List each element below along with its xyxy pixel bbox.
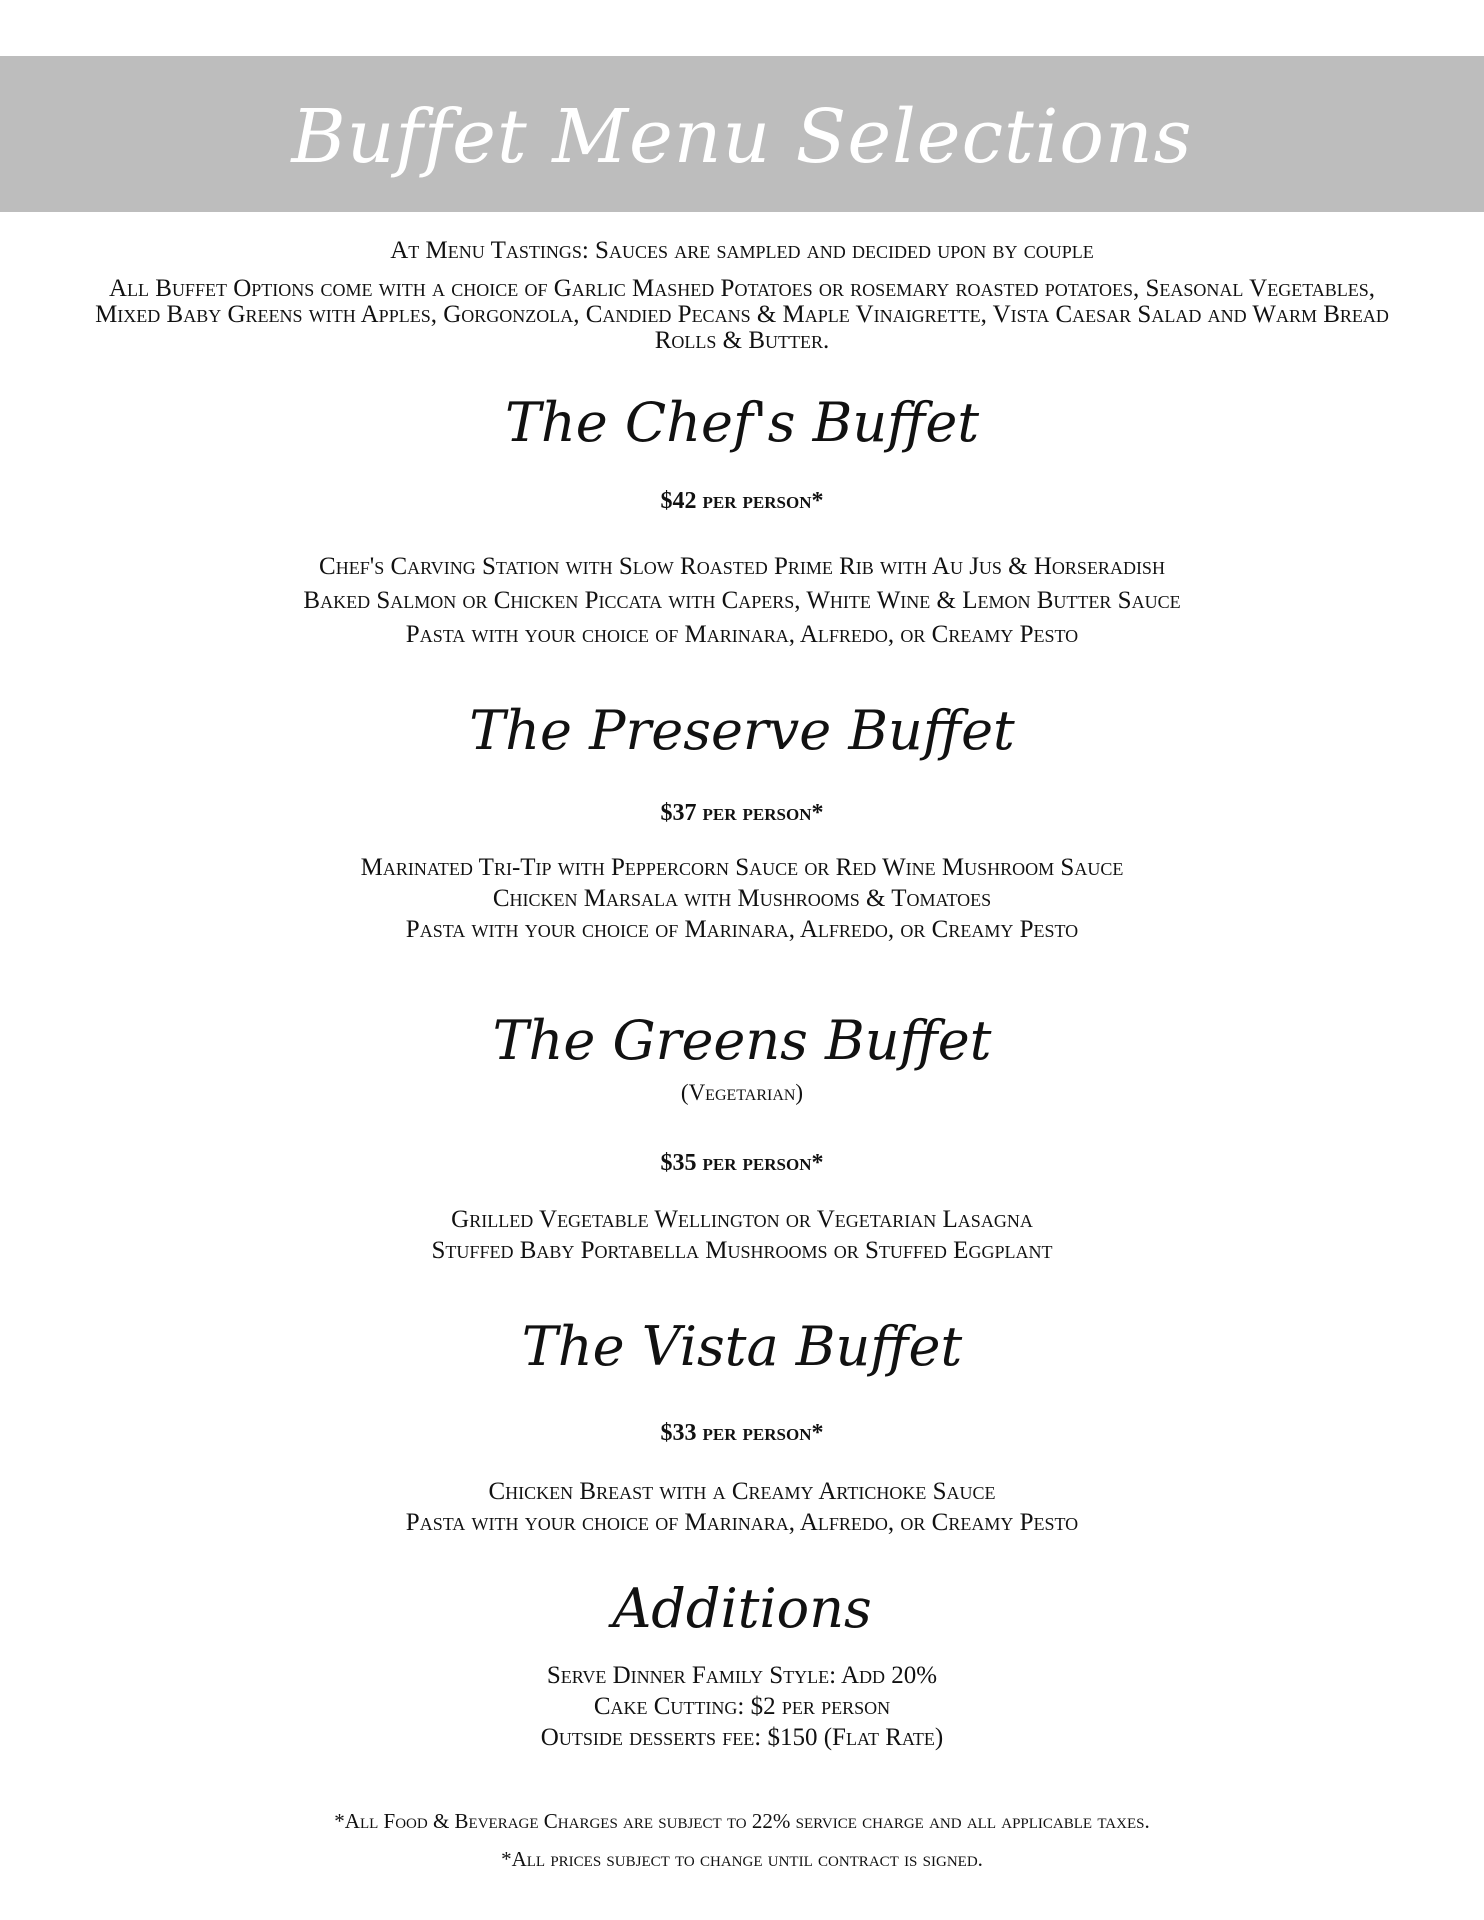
menu-item: Baked Salmon or Chicken Piccata with Capers, White Wine & Lemon Butter Sauce	[303, 587, 1181, 614]
addition-item: Serve Dinner Family Style: Add 20%	[546, 1662, 938, 1689]
vista-buffet-items	[0, 1476, 1484, 1538]
addition-item: Outside desserts fee: $150 (Flat Rate)	[540, 1724, 944, 1751]
vista-buffet-title: The Vista Buffet	[521, 1315, 963, 1378]
menu-item: Chicken Marsala with Mushrooms & Tomatoes	[492, 885, 992, 912]
preserve-buffet-price: $37 per person*	[660, 800, 824, 826]
menu-item: Pasta with your choice of Marinara, Alfredo, or Creamy Pesto	[405, 916, 1079, 943]
greens-buffet-items	[0, 1204, 1484, 1266]
chefs-buffet-items	[0, 550, 1484, 652]
additions-items	[0, 1660, 1484, 1753]
header-banner	[0, 56, 1484, 212]
menu-item: Pasta with your choice of Marinara, Alfredo, or Creamy Pesto	[405, 621, 1079, 648]
addition-item: Cake Cutting: $2 per person	[593, 1693, 891, 1720]
greens-buffet-title: The Greens Buffet	[492, 1009, 992, 1072]
chefs-buffet-title: The Chef's Buffet	[504, 391, 980, 454]
preserve-buffet-items	[0, 852, 1484, 945]
vista-buffet-price: $33 per person*	[660, 1420, 824, 1446]
menu-item: Chicken Breast with a Creamy Artichoke Sauce	[488, 1478, 996, 1505]
preserve-buffet-title: The Preserve Buffet	[469, 699, 1015, 762]
greens-buffet-subtitle: (Vegetarian)	[680, 1080, 804, 1105]
menu-item: Stuffed Baby Portabella Mushrooms or Stuffed Eggplant	[431, 1237, 1053, 1264]
menu-item: Pasta with your choice of Marinara, Alfredo, or Creamy Pesto	[405, 1509, 1079, 1536]
service-charge-note: *All Food & Beverage Charges are subject to 22% service charge and all applicable taxes.	[334, 1809, 1150, 1833]
additions-title: Additions	[612, 1577, 872, 1640]
price-change-note: *All prices subject to change until contract is signed.	[501, 1847, 983, 1871]
included-sides-note: All Buffet Options come with a choice of Garlic Mashed Potatoes or rosemary roasted potatoes, Seasonal Vegetables, Mixed Baby Greens with Apples, Gorgonzola, Candied Pecans & Maple Vinaigrette, Vista Caesar Salad and Warm Bread Rolls & Butter.	[95, 275, 1389, 354]
page-title: Buffet Menu Selections	[291, 94, 1193, 180]
chefs-buffet-price: $42 per person*	[660, 488, 824, 514]
menu-item: Marinated Tri-Tip with Peppercorn Sauce or Red Wine Mushroom Sauce	[360, 854, 1124, 881]
menu-item: Grilled Vegetable Wellington or Vegetarian Lasagna	[451, 1206, 1033, 1233]
tasting-note: At Menu Tastings: Sauces are sampled and decided upon by couple	[390, 237, 1094, 264]
menu-item: Chef's Carving Station with Slow Roasted Prime Rib with Au Jus & Horseradish	[319, 553, 1165, 580]
greens-buffet-price: $35 per person*	[660, 1150, 824, 1176]
